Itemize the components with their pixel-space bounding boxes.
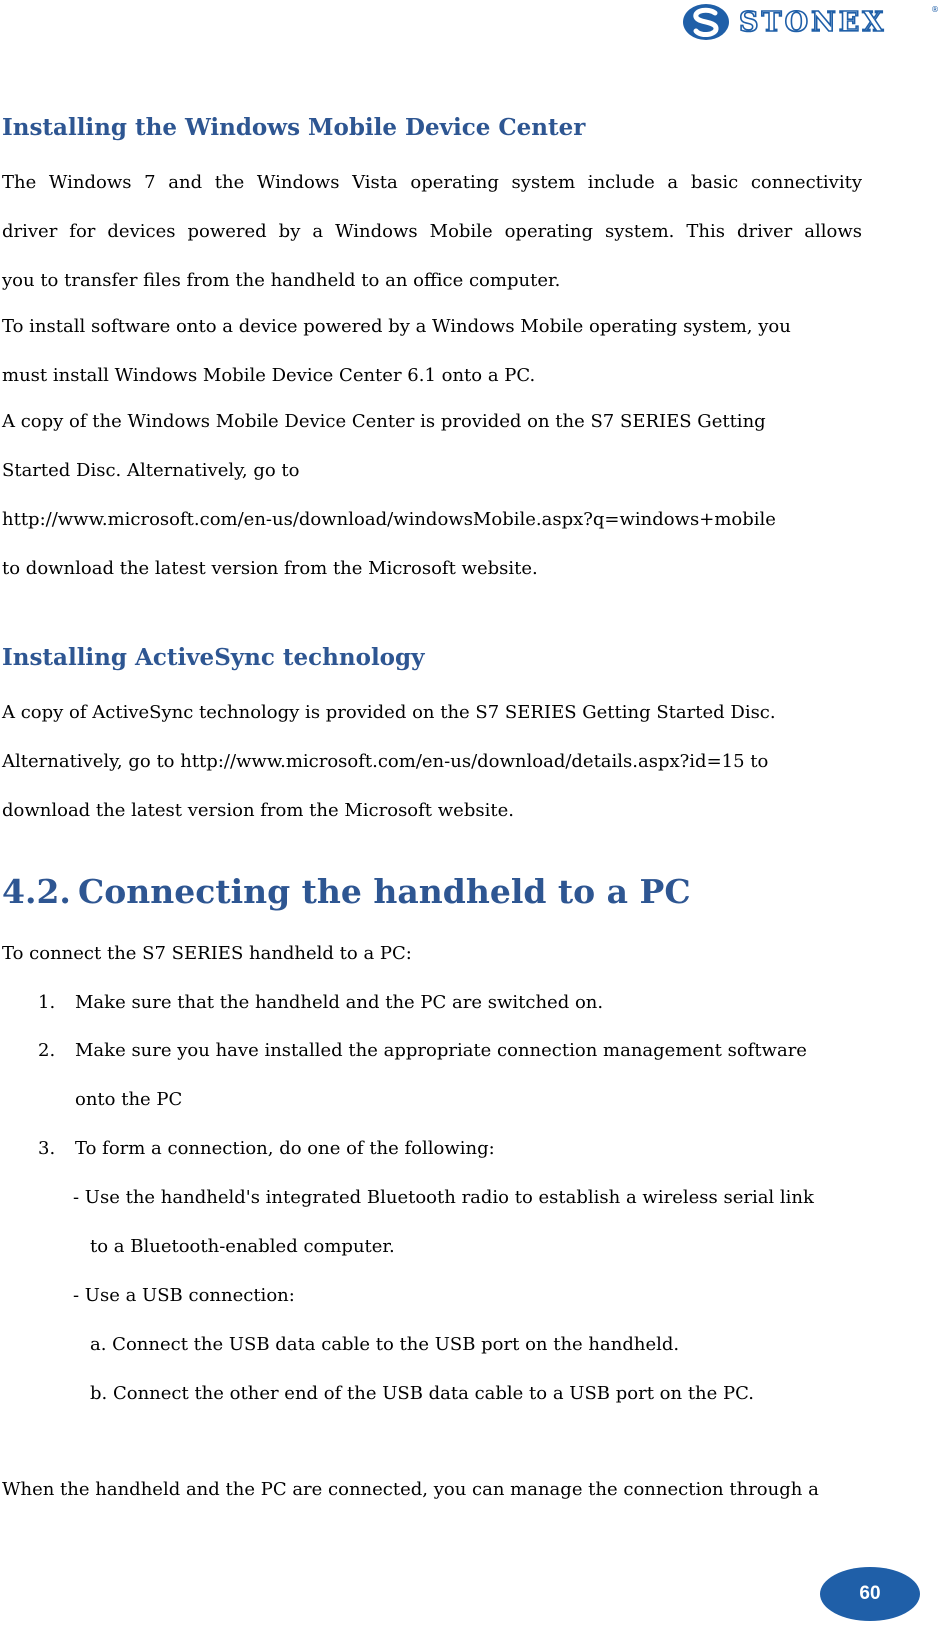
paragraph-line: you to transfer files from the handheld to an office computer. (2, 270, 561, 291)
link-text: http://www.microsoft.com/en-us/download/windowsMobile.aspx?q=windows+mobile (2, 509, 776, 530)
paragraph-line: A copy of ActiveSync technology is provided on the S7 SERIES Getting Started Disc. (2, 702, 776, 723)
step-number: 1. (38, 992, 56, 1013)
chapter-number: 4.2. (2, 872, 71, 911)
paragraph-line: to download the latest version from the Microsoft website. (2, 558, 538, 579)
chapter-heading (2, 872, 691, 911)
page-number: 60 (859, 1583, 881, 1604)
paragraph-line: driver for devices powered by a Windows Mobile operating system. This driver allows (2, 221, 862, 242)
paragraph-line: must install Windows Mobile Device Center 6.1 onto a PC. (2, 365, 536, 386)
paragraph-line: Started Disc. Alternatively, go to (2, 460, 300, 481)
stonex-logo (681, 2, 943, 44)
step-text: To form a connection, do one of the following: (75, 1138, 495, 1159)
paragraph-line: The Windows 7 and the Windows Vista operating system include a basic connectivity (2, 172, 862, 193)
section-title-activesync: Installing ActiveSync technology (2, 644, 425, 671)
paragraph-line: To connect the S7 SERIES handheld to a PC: (2, 943, 412, 964)
option-line: b. Connect the other end of the USB data cable to a USB port on the PC. (90, 1383, 754, 1404)
step-text: onto the PC (75, 1089, 183, 1110)
paragraph-line: Alternatively, go to http://www.microsoft.com/en-us/download/details.aspx?id=15 to (2, 751, 769, 772)
paragraph-line: To install software onto a device powered by a Windows Mobile operating system, you (2, 316, 791, 337)
page-number-badge (820, 1567, 920, 1621)
step-number: 3. (38, 1138, 56, 1159)
section-title-wmdc: Installing the Windows Mobile Device Center (2, 114, 586, 141)
option-line: a. Connect the USB data cable to the USB port on the handheld. (90, 1334, 680, 1355)
option-line: - Use a USB connection: (73, 1285, 295, 1306)
step-text: Make sure that the handheld and the PC are switched on. (75, 992, 604, 1013)
option-line: - Use the handheld's integrated Bluetooth radio to establish a wireless serial link (73, 1187, 814, 1208)
option-line: to a Bluetooth-enabled computer. (90, 1236, 395, 1257)
step-text: Make sure you have installed the appropriate connection management software (75, 1040, 807, 1061)
step-number: 2. (38, 1040, 56, 1061)
logo-registered: ® (931, 5, 939, 14)
paragraph-line: When the handheld and the PC are connected, you can manage the connection through a (2, 1479, 819, 1500)
logo-text: STONEX (739, 7, 887, 38)
paragraph-line: download the latest version from the Microsoft website. (2, 800, 514, 821)
paragraph-line: A copy of the Windows Mobile Device Center is provided on the S7 SERIES Getting (2, 411, 766, 432)
chapter-title: Connecting the handheld to a PC (78, 872, 691, 911)
